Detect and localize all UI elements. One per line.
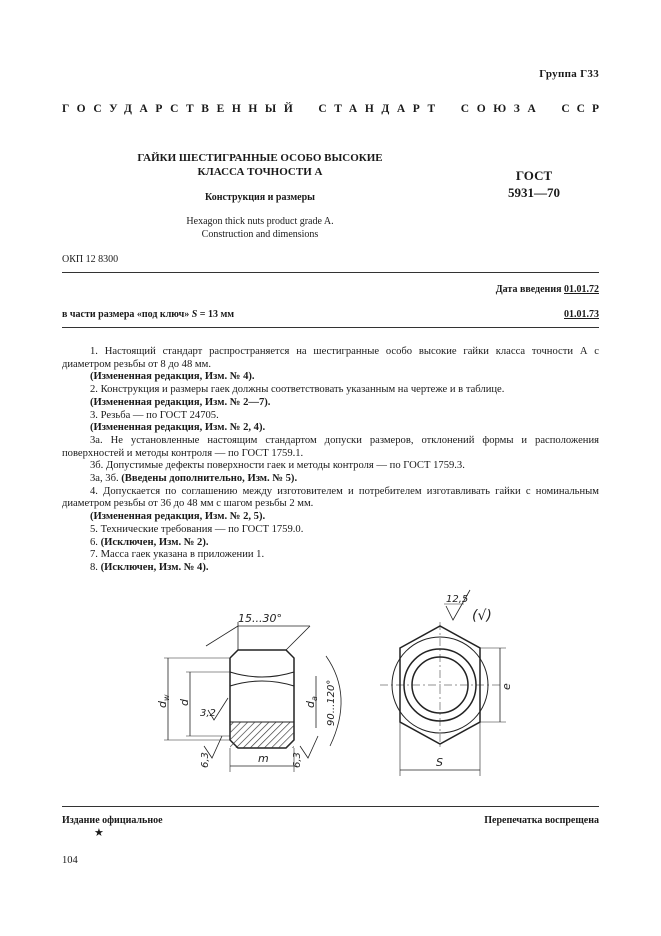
roughness-label: 6,3 (200, 752, 211, 768)
banner-word: ССР (561, 103, 606, 115)
english-title (100, 215, 420, 241)
state-standard-banner (62, 103, 606, 115)
s-label: S (436, 756, 443, 769)
paragraph: 7. Масса гаек указана в приложении 1. (90, 549, 265, 561)
date-label: Дата введения (495, 284, 562, 295)
chamfer-angle-label: 15...30° (238, 612, 282, 625)
paragraph: 4. Допускается по соглашению между изготовителем и потребителем изготавливать гайки с номинальным диаметром резьбы от 36 до 48 мм с шагом резьбы 2 мм. (62, 485, 599, 510)
body-text (62, 346, 599, 575)
dw-label: $d_w$ (156, 694, 171, 708)
reprint-notice: Перепечатка воспрещена (484, 815, 599, 826)
date-value: 01.01.72 (564, 284, 599, 295)
page-number: 104 (62, 855, 78, 866)
partial-date-value: 01.01.73 (564, 309, 599, 320)
title-line: КЛАССА ТОЧНОСТИ А (197, 166, 323, 178)
part-suffix: = 13 мм (197, 309, 235, 320)
part-prefix: в части размера «под ключ» (62, 309, 190, 320)
banner-word: СОЮЗА (460, 103, 544, 115)
paragraph: (Измененная редакция, Изм. № 4). (90, 371, 255, 383)
paragraph: 2. Конструкция и размеры гаек должны соответствовать указанным на чертеже и в таблице. (90, 384, 505, 396)
paragraph: 8. (Исключен, Изм. № 4). (90, 561, 209, 573)
part-variable: S (191, 309, 198, 320)
group-code: Группа Г33 (539, 68, 599, 80)
m-label: m (258, 752, 269, 765)
paragraph: 3а, 3б. (Введены дополнительно, Изм. № 5). (90, 473, 298, 485)
paragraph: 6. (Исключен, Изм. № 2). (90, 536, 209, 548)
banner-word: СТАНДАРТ (318, 103, 443, 115)
roughness-main-label: 12,5 (446, 594, 469, 605)
title-line: ГАЙКИ ШЕСТИГРАННЫЕ ОСОБО ВЫСОКИЕ (137, 152, 383, 164)
paragraph: 3б. Допустимые дефекты поверхности гаек и методы контроля — по ГОСТ 1759.3. (90, 460, 465, 472)
official-edition: Издание официальное (62, 815, 163, 826)
nut-drawing-svg (150, 586, 610, 786)
divider (62, 327, 599, 328)
paragraph: 1. Настоящий стандарт распространяется на шестигранные особо высокие гайки класса точности А с диаметром резьбы от 8 до 48 мм. (62, 346, 599, 370)
paragraph: 3а. Не установленные настоящим стандартом допуски размеров, отклонений формы и расположения поверхностей и методы контроля — по ГОСТ 1759.1. (62, 434, 599, 459)
divider (62, 806, 599, 807)
paragraph: (Измененная редакция, Изм. № 2—7). (90, 396, 271, 408)
paragraph: (Измененная редакция, Изм. № 2, 5). (90, 511, 266, 523)
document-title (100, 151, 420, 179)
roughness-other-label: (√) (472, 608, 492, 624)
gost-label: ГОСТ (515, 168, 553, 183)
gost-number (494, 167, 574, 201)
english-title-line: Construction and dimensions (201, 229, 319, 240)
paragraph: 5. Технические требования — по ГОСТ 1759.0. (90, 523, 304, 535)
english-title-line: Hexagon thick nuts product grade A. (186, 216, 334, 227)
document-subtitle: Конструкция и размеры (205, 192, 315, 203)
e-label: e (500, 683, 513, 690)
okp-code: ОКП 12 8300 (62, 254, 119, 265)
divider (62, 272, 599, 273)
nut-drawing (150, 586, 610, 791)
partial-date-note (62, 309, 234, 320)
roughness-label: 6,3 (292, 752, 303, 768)
introduction-date (496, 284, 599, 295)
paragraph: (Измененная редакция, Изм. № 2, 4). (90, 422, 266, 434)
gost-code: 5931—70 (508, 185, 560, 200)
roughness-label: 3,2 (200, 708, 216, 719)
paragraph: 3. Резьба — по ГОСТ 24705. (90, 409, 219, 421)
da-label: $d_a$ (304, 696, 319, 708)
star-icon: ★ (94, 827, 104, 839)
banner-word: ГОСУДАРСТВЕННЫЙ (62, 103, 301, 115)
seat-angle-label: 90...120° (326, 679, 337, 726)
d-label: d (178, 699, 191, 706)
